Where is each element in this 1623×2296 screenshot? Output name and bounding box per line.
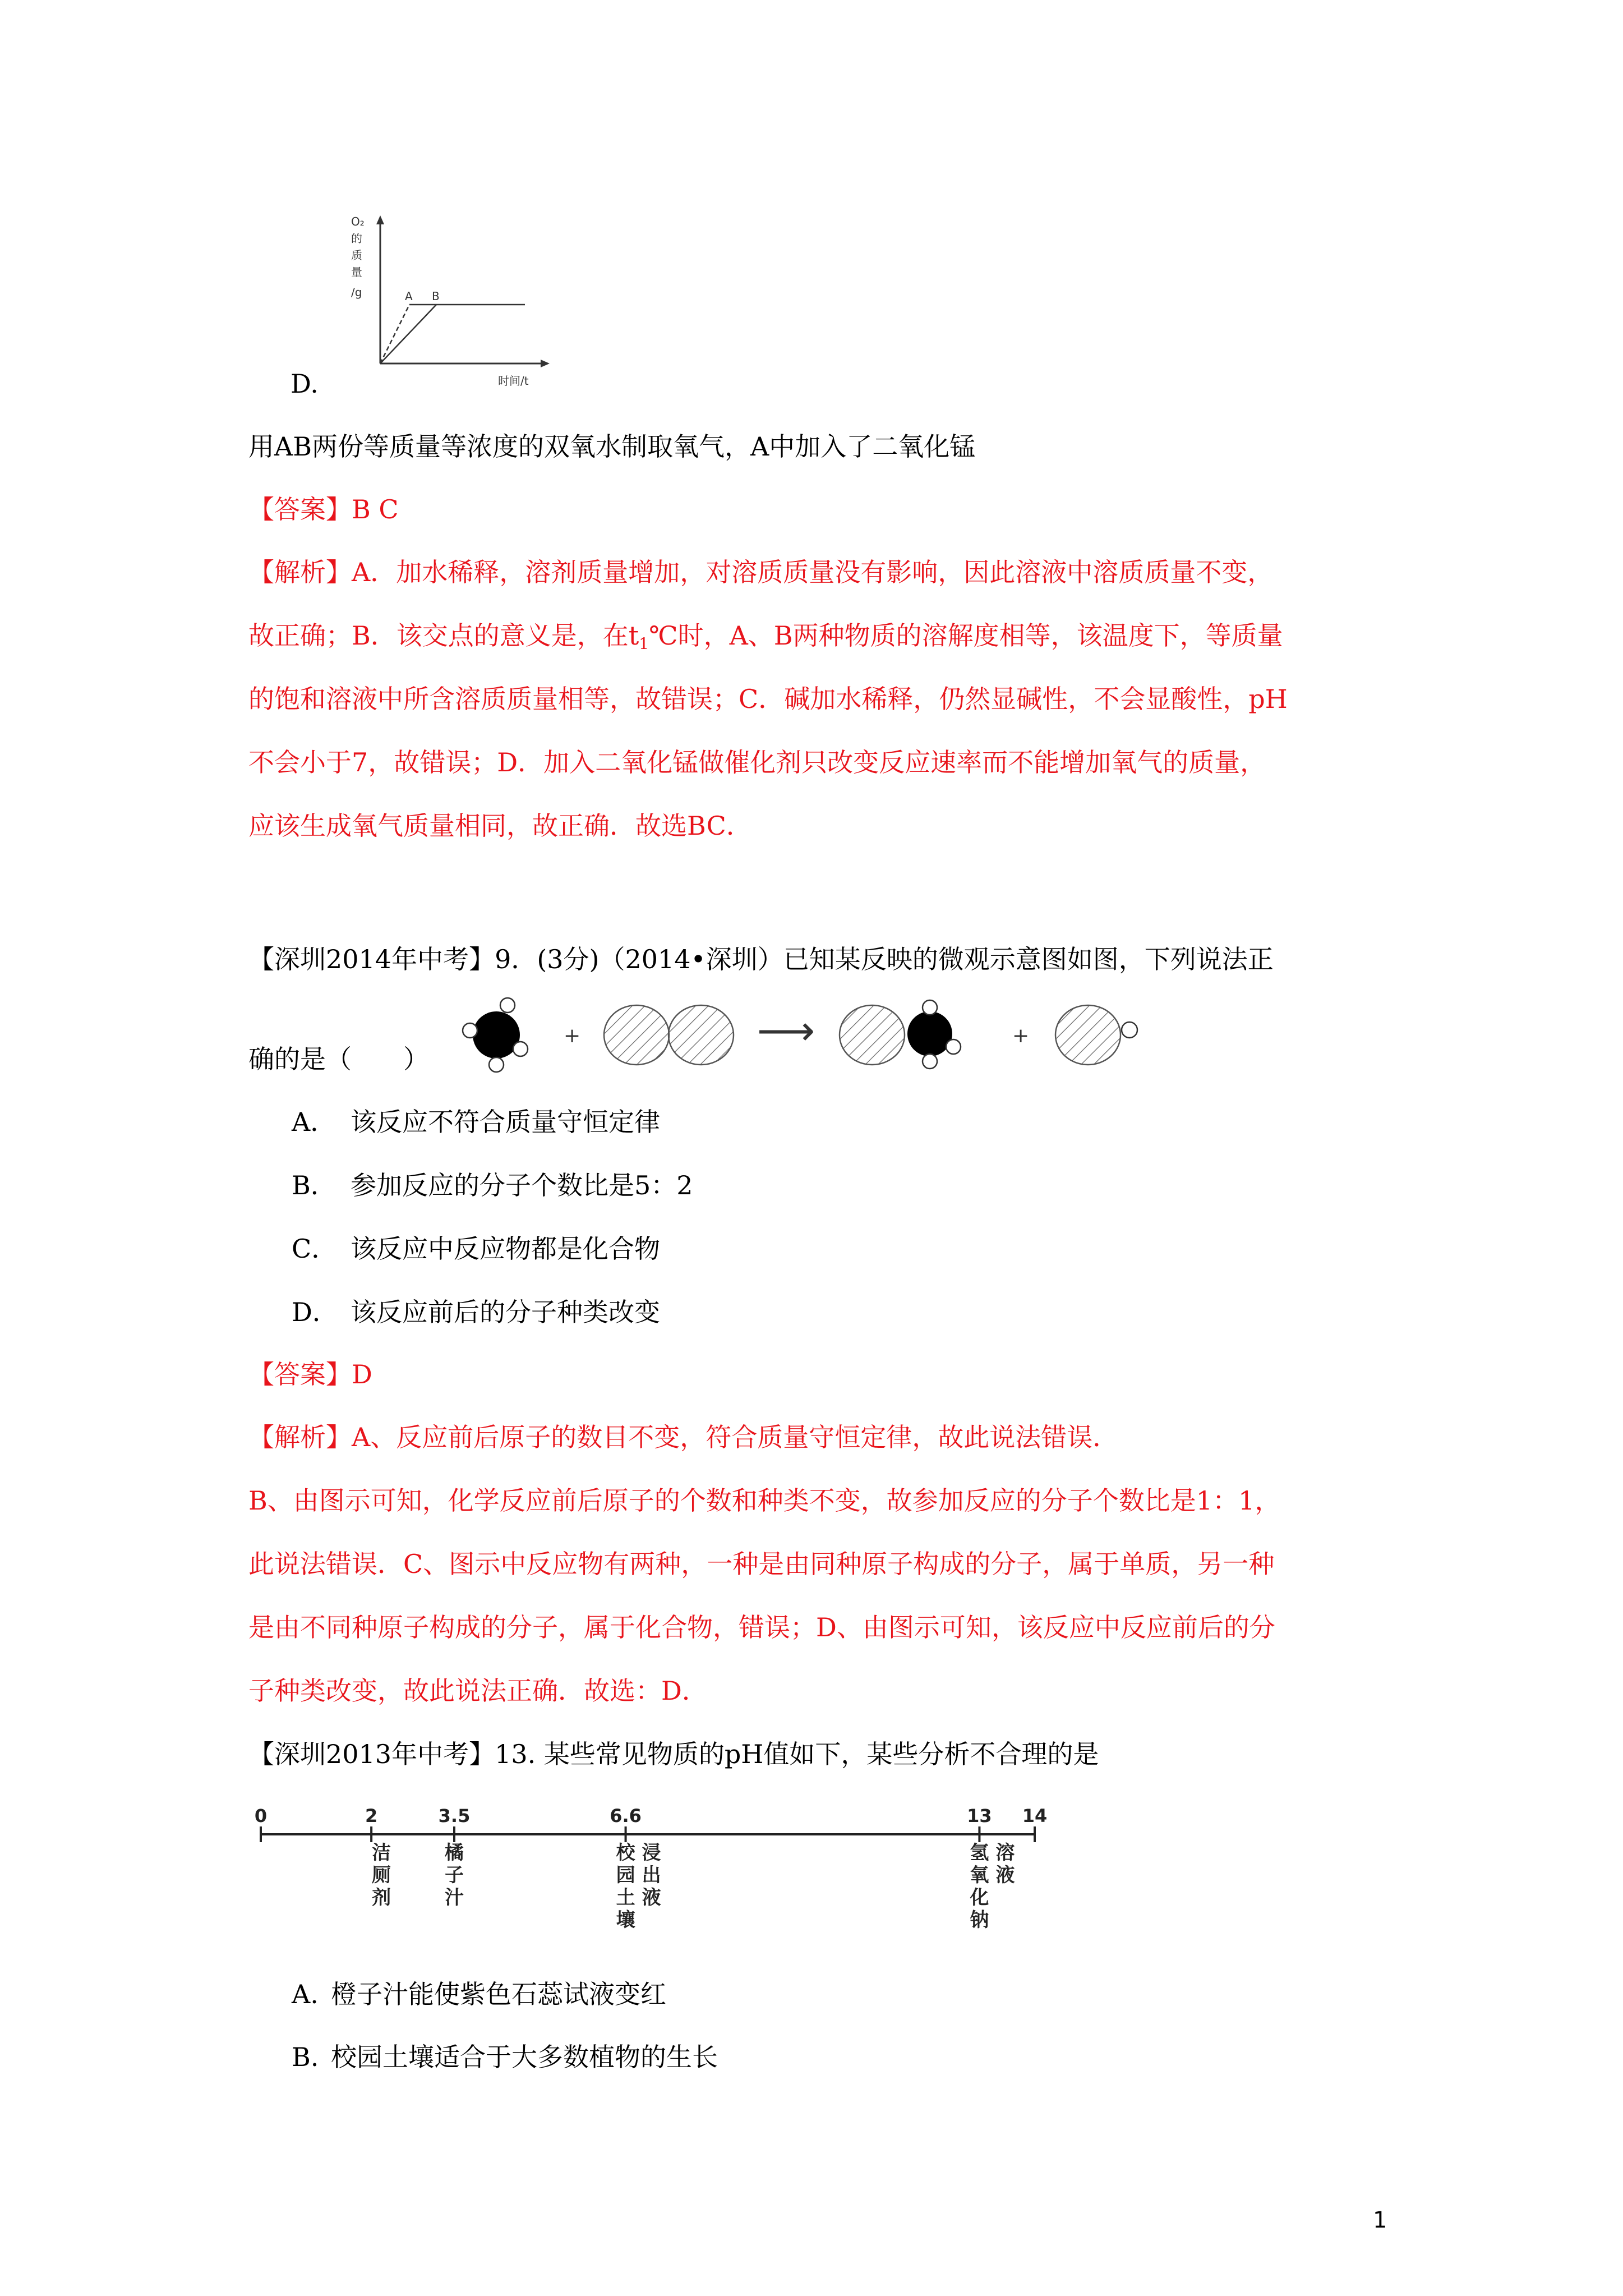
ph-substance-label: 浸 xyxy=(642,1842,661,1864)
q9-analysis-line: B、由图示可知，化学反应前后原子的个数和种类不变，故参加反应的分子个数比是1：1， xyxy=(248,1485,1281,1516)
q13-option-b[interactable] xyxy=(292,2040,718,2074)
ph-substance-label: 溶 xyxy=(995,1842,1015,1864)
q9-option-a[interactable] xyxy=(292,1105,660,1139)
y-label-char: /g xyxy=(351,286,362,299)
ph-substance-label: 出 xyxy=(642,1864,661,1887)
ph-substance-label: 化 xyxy=(970,1887,989,1909)
option-label: B. xyxy=(292,2042,319,2072)
ph-substance-label: 洁 xyxy=(372,1842,391,1864)
ph-substance-label: 剂 xyxy=(372,1887,391,1909)
ph-substance-label: 橘 xyxy=(445,1842,464,1864)
graph-x-axis-label: 时间/t xyxy=(498,374,529,388)
q9-stem-line: 【深圳2014年中考】9．(3分)（2014•深圳）已知某反映的微观示意图如图，下列说法正 xyxy=(248,944,1274,974)
point-b-label: B xyxy=(432,289,440,303)
option-d-description: 用AB两份等质量等浓度的双氧水制取氧气，A中加入了二氧化锰 xyxy=(248,431,976,462)
page-number: 1 xyxy=(1373,2207,1387,2233)
curve-b-rise xyxy=(380,305,436,364)
ph-tick-label: 14 xyxy=(1022,1805,1048,1826)
q13-option-a[interactable] xyxy=(292,1977,666,2011)
prev-analysis-line: 不会小于7，故错误；D．加入二氧化锰做催化剂只改变反应速率而不能增加氧气的质量， xyxy=(248,747,1266,777)
y-label-char: 的 xyxy=(351,232,362,245)
ph-substance-label: 钠 xyxy=(970,1909,989,1931)
q9-option-d[interactable] xyxy=(292,1295,660,1329)
q13-stem: 【深圳2013年中考】13. 某些常见物质的pH值如下，某些分析不合理的是 xyxy=(248,1739,1099,1769)
ph-tick-label: 3.5 xyxy=(438,1805,471,1826)
option-label: D． xyxy=(292,1297,338,1327)
prev-analysis-line xyxy=(248,619,1283,661)
ph-substance-label: 氧 xyxy=(970,1864,989,1887)
option-label: C． xyxy=(292,1234,338,1264)
reaction-arrow: ⟶ xyxy=(757,1007,815,1054)
ph-tick-label: 6.6 xyxy=(610,1805,642,1826)
option-text: 橙子汁能使紫色石蕊试液变红 xyxy=(331,1979,666,2009)
option-label: B． xyxy=(292,1170,336,1200)
q9-analysis-line: 此说法错误．C、图示中反应物有两种，一种是由同种原子构成的分子，属于单质，另一种 xyxy=(248,1549,1275,1579)
q9-answer: 【答案】D xyxy=(248,1359,372,1389)
ph-substance-label: 厕 xyxy=(372,1864,391,1887)
ph-substance-label: 子 xyxy=(445,1864,464,1887)
option-label: A. xyxy=(292,1979,319,2009)
q9-analysis-line: 子种类改变，故此说法正确．故选：D． xyxy=(248,1676,708,1706)
q9-stem-line: 确的是（ ） xyxy=(248,1044,429,1074)
analysis-text: 故正确；B．该交点的意义是，在t xyxy=(248,620,639,651)
q9-option-c[interactable] xyxy=(292,1232,660,1266)
option-text: 参加反应的分子个数比是5：2 xyxy=(351,1170,693,1200)
reaction-micro-diagram xyxy=(454,993,1150,1077)
q9-analysis-line: 【解析】A、反应前后原子的数目不变，符合质量守恒定律，故此说法错误． xyxy=(248,1422,1119,1452)
ph-tick-label: 2 xyxy=(365,1805,378,1826)
ph-tick-label: 13 xyxy=(967,1805,992,1826)
ph-substance-label: 氢 xyxy=(970,1842,989,1864)
curve-a-rise xyxy=(380,305,409,364)
prev-analysis-line: 应该生成氧气质量相同，故正确．故选BC． xyxy=(248,811,752,841)
ph-substance-label: 液 xyxy=(995,1864,1015,1887)
point-a-label: A xyxy=(405,289,413,303)
ph-scale-diagram xyxy=(247,1798,1054,1949)
prev-answer: 【答案】B C xyxy=(248,494,399,524)
option-text: 该反应中反应物都是化合物 xyxy=(351,1234,660,1264)
product-molecule-1 xyxy=(840,1000,961,1069)
option-text: 校园土壤适合于大多数植物的生长 xyxy=(331,2042,718,2072)
product-molecule-2 xyxy=(1055,1005,1137,1065)
ph-substance-label: 液 xyxy=(642,1887,661,1909)
option-d-label: D. xyxy=(291,369,319,399)
ph-substance-label: 土 xyxy=(616,1887,635,1909)
prev-analysis-line: 【解析】A．加水稀释，溶剂质量增加，对溶质质量没有影响，因此溶液中溶质质量不变， xyxy=(248,557,1274,587)
option-text: 该反应不符合质量守恒定律 xyxy=(351,1107,660,1137)
subscript: 1 xyxy=(639,634,649,653)
ph-substance-label: 壤 xyxy=(616,1909,635,1931)
option-label: A． xyxy=(292,1107,336,1137)
y-label-char: 量 xyxy=(351,265,362,279)
oxygen-mass-graph xyxy=(347,212,554,392)
ph-substance-label: 园 xyxy=(616,1864,635,1887)
ph-substance-label: 汁 xyxy=(445,1887,464,1909)
reactant-molecule-2 xyxy=(604,1005,734,1065)
reactant-molecule-1 xyxy=(463,998,528,1072)
plus-sign: + xyxy=(564,1024,581,1047)
option-text: 该反应前后的分子种类改变 xyxy=(351,1297,660,1327)
prev-analysis-line: 的饱和溶液中所含溶质质量相等，故错误；C．碱加水稀释，仍然显碱性，不会显酸性，pH xyxy=(248,684,1288,714)
ph-substance-label: 校 xyxy=(616,1842,635,1864)
q9-option-b[interactable] xyxy=(292,1168,693,1202)
ph-tick-label: 0 xyxy=(254,1805,268,1826)
y-label-char: O₂ xyxy=(351,215,365,228)
graph-y-axis-label xyxy=(351,215,365,299)
graph-x-arrow xyxy=(541,360,550,367)
graph-y-arrow xyxy=(376,215,384,224)
analysis-text: ℃时，A、B两种物质的溶解度相等，该温度下，等质量 xyxy=(649,620,1283,651)
q9-analysis-line: 是由不同种原子构成的分子，属于化合物，错误；D、由图示可知，该反应中反应前后的分 xyxy=(248,1612,1275,1642)
y-label-char: 质 xyxy=(351,249,362,262)
plus-sign: + xyxy=(1012,1024,1030,1047)
